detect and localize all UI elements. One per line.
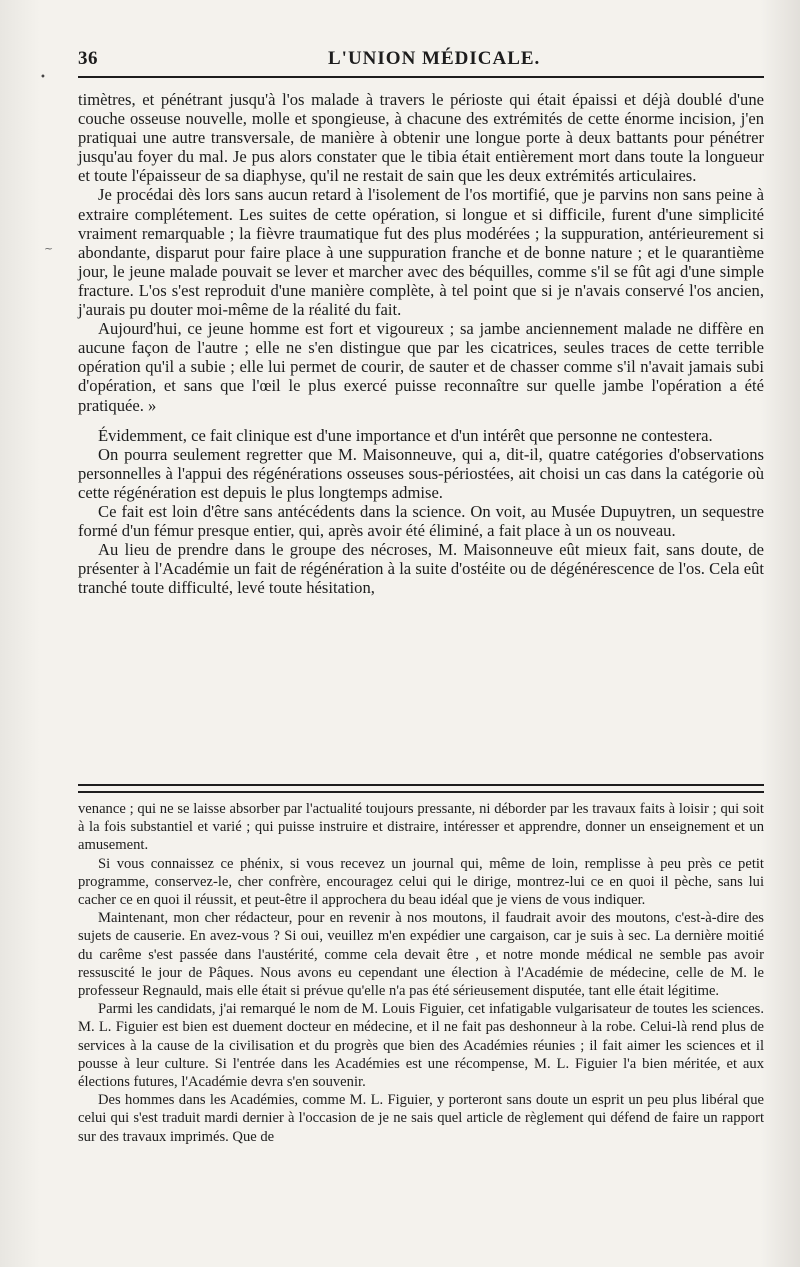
paragraph: Aujourd'hui, ce jeune homme est fort et vigoureux ; sa jambe anciennement malade ne diffère en aucune façon de l'autre ; elle ne s'en distingue que par les cicatrices, seules traces de cette terrible opération qu'il a subie ; elle lui permet de courir, de sauter et de chasser comme s'il n'avait jamais subi d'opération, et sans que l'œil le plus exercé puisse reconnaître sur quelle jambe l'opération a été pratiquée. » bbox=[78, 319, 764, 415]
margin-annotation: ~ bbox=[44, 242, 54, 255]
paragraph: Parmi les candidats, j'ai remarqué le nom de M. Louis Figuier, cet infatigable vulgarisateur de toutes les sciences. M. L. Figuier est bien est duement docteur en médecine, et il ne fait pas deshonneur à la robe. Celui-là rend plus de services à la cause de la civilisation et du progrès que bien des Académies réunies ; il fait aimer les sciences et il pousse à leur culture. Si l'entrée dans les Académies est une récompense, M. L. Figuier l'a bien méritée, et aux élections futures, l'Académie devra s'en souvenir. bbox=[78, 1001, 764, 1091]
running-title: L'UNION MÉDICALE. bbox=[328, 48, 541, 69]
paragraph: Si vous connaissez ce phénix, si vous recevez un journal qui, même de loin, remplisse à peu près ce petit programme, conservez-le, cher confrère, encouragez celui qui le dirige, montrez-lui ce en quoi il pèche, sans lui cacher ce en quoi il réussit, et peut-être il approchera du beau idéal que je viens de vous indiquer. bbox=[78, 855, 764, 909]
paragraph: venance ; qui ne se laisse absorber par l'actualité toujours pressante, ni déborder par les travaux faits à loisir ; qui soit à la fois substantiel et varié ; qui puisse instruire et distraire, intéresser et apprendre, donner un enseignement et un amusement. bbox=[78, 801, 764, 854]
paragraph: timètres, et pénétrant jusqu'à l'os malade à travers le périoste qui était épaissi et déjà doublé d'une couche osseuse nouvelle, molle et spongieuse, à chacune des extrémités de cette énorme incision, j'en pratiquai une autre transversale, de manière à obtenir une longue porte à deux battants pour pénétrer jusqu'au foyer du mal. Je pus alors constater que le tibia était entièrement mort dans toute la longueur et toute l'épaisseur de sa diaphyse, qu'il ne restait de sain que les deux extrémités articulaires. bbox=[78, 90, 764, 186]
page-header bbox=[78, 44, 760, 74]
paragraph: Maintenant, mon cher rédacteur, pour en revenir à nos moutons, il faudrait avoir des moutons, c'est-à-dire des sujets de causerie. En avez-vous ? Si oui, veuillez m'en expédier une cargaison, car je suis à sec. La dernière moitié du carême s'est passée dans l'austérité, comme cela devait être , et notre monde médical ne semble pas avoir ressuscité le jour de Pâques. Nous avons eu cependant une élection à l'Académie de médecine, celle de M. le professeur Regnauld, mais elle était si prévue qu'elle n'a pas été sérieusement disputée, tant elle était légitime. bbox=[78, 910, 764, 1000]
page-number: 36 bbox=[78, 48, 98, 69]
paragraph: On pourra seulement regretter que M. Maisonneuve, qui a, dit-il, quatre catégories d'observations personnelles à l'appui des régénérations osseuses sous-périostées, ait choisi un cas dans la catégorie où cette régénération est depuis le plus longtemps admise. bbox=[78, 444, 764, 502]
paragraph: Je procédai dès lors sans aucun retard à l'isolement de l'os mortifié, que je parvins non sans peine à extraire complétement. Les suites de cette opération, si longue et si difficile, furent d'une simplicité vraiment remarquable ; la fièvre traumatique fut des plus modérées ; la suppuration, antérieurement si abondante, disparut pour faire place à une suppuration franche et de bonne nature ; et le quarantième jour, le jeune malade pouvait se lever et marcher avec des béquilles, comme s'il se fût agi d'une simple fracture. L'os s'est reproduit d'une manière complète, à tel point que si je n'avais conservé l'os ancien, j'aurais pu douter moi-même de la réalité du fait. bbox=[78, 185, 764, 320]
paragraph: Des hommes dans les Académies, comme M. L. Figuier, y porteront sans doute un esprit un peu plus libéral que celui qui s'est traduit mardi dernier à l'occasion de je ne sais quel article de règlement qui défend de faire un rapport sur des travaux imprimés. Que de bbox=[78, 1092, 764, 1145]
margin-bullet: • bbox=[40, 72, 46, 83]
main-article-text bbox=[78, 90, 764, 597]
feuilleton-divider bbox=[78, 784, 764, 793]
feuilleton-text bbox=[78, 800, 764, 1146]
header-rule bbox=[78, 76, 764, 78]
paragraph: Évidemment, ce fait clinique est d'une importance et d'un intérêt que personne ne contestera. bbox=[98, 425, 713, 445]
paragraph: Ce fait est loin d'être sans antécédents dans la science. On voit, au Musée Dupuytren, un sequestre formé d'un fémur presque entier, qui, après avoir été éliminé, a fait place à un os nouveau. bbox=[78, 501, 764, 541]
paragraph: Au lieu de prendre dans le groupe des nécroses, M. Maisonneuve eût mieux fait, sans doute, de présenter à l'Académie un fait de régénération à la suite d'ostéite ou de dégénérescence de l'os. Cela eût tranché toute difficulté, levé toute hésitation, bbox=[78, 540, 764, 598]
